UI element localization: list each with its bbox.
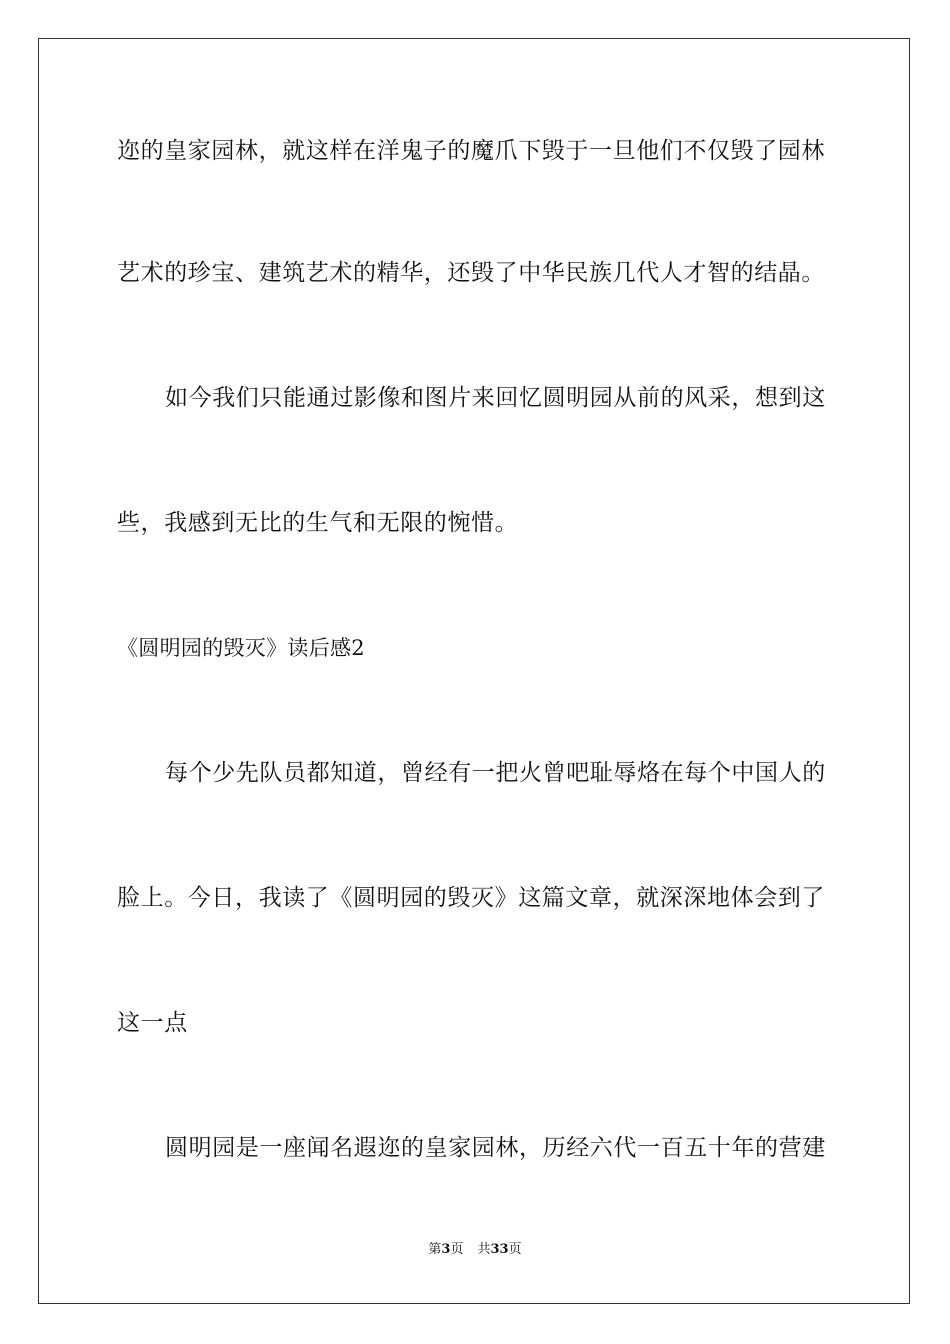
page-footer xyxy=(0,1241,950,1259)
footer-total-pages: 33 xyxy=(490,1242,509,1257)
paragraph-line-6: 每个少先队员都知道，曾经有一把火曾吧耻辱烙在每个中国人的 xyxy=(165,760,826,786)
paragraph-line-9: 圆明园是一座闻名遐迩的皇家园林，历经六代一百五十年的营建 xyxy=(165,1135,826,1161)
body-line-2: 艺术的珍宝、建筑艺术的精华，还毁了中华民族几代人才智的结晶。 xyxy=(117,260,825,286)
footer-page-suffix: 页 xyxy=(450,1242,464,1257)
body-line-8: 这一点 xyxy=(117,1010,188,1036)
footer-total-suffix: 页 xyxy=(508,1242,522,1257)
footer-total-prefix: 共 xyxy=(477,1242,491,1257)
section-heading: 《圆明园的毁灭》读后感2 xyxy=(117,636,365,660)
body-line-1: 迩的皇家园林，就这样在洋鬼子的魔爪下毁于一旦他们不仅毁了园林 xyxy=(117,138,825,164)
paragraph-line-3: 如今我们只能通过影像和图片来回忆圆明园从前的风采，想到这 xyxy=(165,385,826,411)
footer-page-prefix: 第 xyxy=(428,1242,442,1257)
body-line-4: 些，我感到无比的生气和无限的惋惜。 xyxy=(117,510,519,536)
footer-page-number: 3 xyxy=(441,1242,451,1257)
page-border xyxy=(38,38,910,1304)
body-line-7: 脸上。今日，我读了《圆明园的毁灭》这篇文章，就深深地体会到了 xyxy=(117,885,825,911)
